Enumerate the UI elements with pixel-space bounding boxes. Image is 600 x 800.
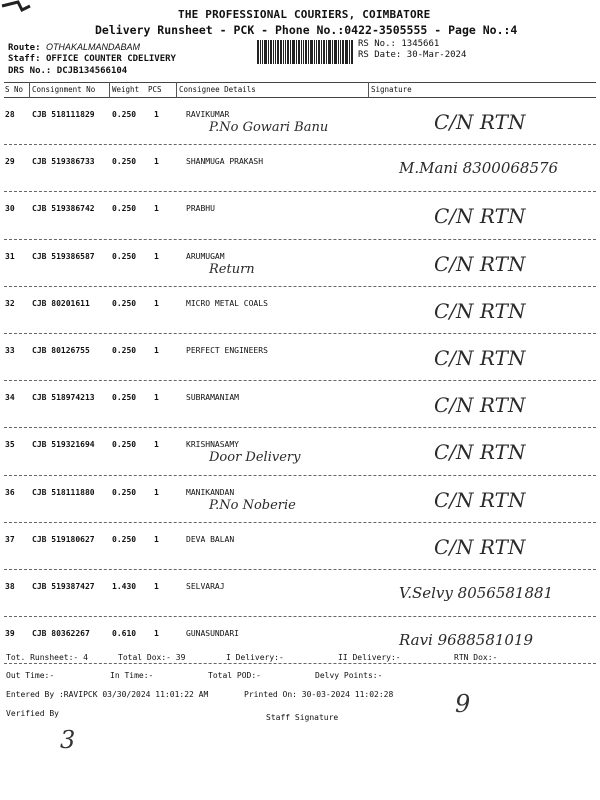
barcode-bar <box>318 40 320 64</box>
staff-label: Staff: <box>8 54 41 64</box>
barcode-bar <box>296 40 297 64</box>
in-time: In Time:- <box>110 671 154 680</box>
consignment-cell: CJB 518974213 <box>32 393 95 403</box>
pcs-cell: 1 <box>154 157 159 167</box>
out-time: Out Time:- <box>6 671 55 680</box>
consignee-cell: MANIKANDAN <box>186 487 235 497</box>
barcode-bar <box>260 40 261 64</box>
barcode-bar <box>345 40 348 64</box>
table-row <box>4 428 596 475</box>
consignment-cell: CJB 519387427 <box>32 581 95 591</box>
consignee-cell: KRISHNASAMY <box>186 440 239 450</box>
handwritten-signature: C/N RTN <box>434 534 526 559</box>
barcode-bar <box>349 40 350 64</box>
barcode-bar <box>332 40 333 64</box>
barcode-bar <box>275 40 276 64</box>
barcode-bar <box>342 40 344 64</box>
weight-cell: 0.250 <box>112 487 137 497</box>
drs-label: DRS No.: <box>8 66 52 76</box>
company-title: THE PROFESSIONAL COURIERS, COIMBATORE <box>178 8 431 21</box>
drs-line <box>8 66 127 76</box>
weight-cell: 1.430 <box>112 581 137 591</box>
consignment-cell: CJB 519386587 <box>32 251 95 261</box>
barcode-bar <box>298 40 300 64</box>
table-row <box>4 145 596 192</box>
consignment-cell: CJB 80126755 <box>32 345 90 355</box>
barcode-bar <box>270 40 272 64</box>
rs-date-line <box>358 50 466 60</box>
rs-date-value: 30-Mar-2024 <box>406 50 467 60</box>
rs-no-value: 1345661 <box>401 39 440 49</box>
verified-by-label: Verified By <box>6 709 59 718</box>
sno-cell: 30 <box>5 204 15 214</box>
barcode-bar <box>264 40 267 64</box>
pcs-cell: 1 <box>154 298 159 308</box>
handwritten-note: P.No Noberie <box>209 497 296 513</box>
verified-signature-mark: 3 <box>60 726 76 754</box>
barcode-bar <box>316 40 317 64</box>
pcs-cell: 1 <box>154 440 159 450</box>
header-weight: Weight <box>112 85 140 94</box>
consignment-cell: CJB 519386733 <box>32 157 95 167</box>
handwritten-note: P.No Gowari Banu <box>209 120 329 135</box>
barcode-bar <box>303 40 304 64</box>
sno-cell: 36 <box>5 487 15 497</box>
consignee-cell: MICRO METAL COALS <box>186 298 268 308</box>
barcode-bar <box>305 40 307 64</box>
route-line <box>8 42 140 53</box>
weight-cell: 0.610 <box>112 629 137 639</box>
consignment-cell: CJB 519180627 <box>32 534 95 544</box>
handwritten-signature: C/N RTN <box>434 251 526 276</box>
consignee-cell: DEVA BALAN <box>186 534 235 544</box>
table-row <box>4 617 596 664</box>
barcode-bar <box>314 40 315 64</box>
rs-date-label: RS Date: <box>358 50 402 60</box>
runsheet-table <box>4 82 596 664</box>
barcode <box>257 40 353 64</box>
sno-cell: 31 <box>5 251 15 261</box>
entered-by: Entered By :RAVIPCK 03/30/2024 11:01:22 AM <box>6 690 209 699</box>
drs-value: DCJB134566104 <box>56 66 128 76</box>
tot-runsheet: Tot. Runsheet:- 4 <box>6 653 88 662</box>
handwritten-note: Door Delivery <box>209 450 301 466</box>
sno-cell: 34 <box>5 393 15 403</box>
sno-cell: 38 <box>5 581 15 591</box>
handwritten-signature: C/N RTN <box>434 204 526 229</box>
pcs-cell: 1 <box>154 581 159 591</box>
handwritten-signature: C/N RTN <box>434 487 526 512</box>
consignment-cell: CJB 518111880 <box>32 487 95 497</box>
barcode-bar <box>326 40 327 64</box>
header-pcs: PCS <box>148 85 162 94</box>
table-row <box>4 570 596 617</box>
route-value: OTHAKALMANDABAM <box>45 42 140 52</box>
barcode-bar <box>280 40 283 64</box>
consignee-cell: SUBRAMANIAM <box>186 393 239 403</box>
consignment-cell: CJB 80201611 <box>32 298 90 308</box>
barcode-bar <box>257 40 259 64</box>
weight-cell: 0.250 <box>112 440 137 450</box>
weight-cell: 0.250 <box>112 157 137 167</box>
table-header-row <box>4 82 596 98</box>
table-row <box>4 381 596 428</box>
consignee-cell: ARUMUGAM <box>186 251 225 261</box>
ii-delivery: II Delivery:- <box>338 653 401 662</box>
header-sno: S No <box>5 85 24 94</box>
consignee-cell: PERFECT ENGINEERS <box>186 345 268 355</box>
table-row <box>4 98 596 145</box>
barcode-bar <box>262 40 263 64</box>
col-divider <box>368 82 369 98</box>
consignment-cell: CJB 519386742 <box>32 204 95 214</box>
handwritten-signature: C/N RTN <box>434 110 526 134</box>
col-divider <box>29 82 30 98</box>
barcode-bar <box>340 40 341 64</box>
col-divider <box>176 82 177 98</box>
table-row <box>4 476 596 523</box>
weight-cell: 0.250 <box>112 393 137 403</box>
table-row <box>4 334 596 381</box>
weight-cell: 0.250 <box>112 110 137 119</box>
barcode-bar <box>308 40 309 64</box>
handwritten-signature: C/N RTN <box>434 440 526 465</box>
pcs-cell: 1 <box>154 204 159 214</box>
staff-signature-mark: 9 <box>455 690 471 718</box>
barcode-bar <box>301 40 302 64</box>
pcs-cell: 1 <box>154 251 159 261</box>
table-row <box>4 240 596 287</box>
consignee-cell: RAVIKUMAR <box>186 110 230 119</box>
handwritten-signature: C/N RTN <box>434 345 526 370</box>
table-body <box>4 98 596 664</box>
header-signature: Signature <box>371 85 412 94</box>
header-consignment: Consignment No <box>32 85 96 94</box>
barcode-bar <box>283 40 284 64</box>
handwritten-signature: M.Mani 8300068576 <box>399 159 559 178</box>
pcs-cell: 1 <box>154 393 159 403</box>
consignee-cell: SHANMUGA PRAKASH <box>186 157 264 167</box>
sno-cell: 32 <box>5 298 15 308</box>
barcode-bar <box>292 40 295 64</box>
rs-no-label: RS No.: <box>358 39 396 49</box>
handwritten-signature: V.Selvy 8056581881 <box>399 583 554 602</box>
route-label: Route: <box>8 43 41 53</box>
barcode-bar <box>310 40 313 64</box>
consignment-cell: CJB 518111829 <box>32 110 95 119</box>
sno-cell: 35 <box>5 440 15 450</box>
consignee-cell: SELVARAJ <box>186 581 225 591</box>
weight-cell: 0.250 <box>112 204 137 214</box>
sno-cell: 29 <box>5 157 15 167</box>
staff-signature-label: Staff Signature <box>266 713 339 722</box>
consignee-cell: GUNASUNDARI <box>186 629 239 639</box>
barcode-bar <box>285 40 286 64</box>
handwritten-note: Return <box>209 261 255 277</box>
staff-value: OFFICE COUNTER CDELIVERY <box>45 54 176 64</box>
barcode-bar <box>334 40 335 64</box>
consignment-cell: CJB 80362267 <box>32 629 90 639</box>
weight-cell: 0.250 <box>112 298 137 308</box>
barcode-bar <box>351 40 353 64</box>
total-dox: Total Dox:- 39 <box>118 653 186 662</box>
barcode-bar <box>335 40 337 64</box>
barcode-bar <box>323 40 325 64</box>
total-pod: Total POD:- <box>208 671 261 680</box>
rtn-dox: RTN Dox:- <box>454 653 498 662</box>
barcode-bar <box>273 40 274 64</box>
sno-cell: 33 <box>5 345 15 355</box>
i-delivery: I Delivery:- <box>226 653 284 662</box>
header-consignee: Consignee Details <box>179 85 256 94</box>
rs-no-line <box>358 39 439 49</box>
barcode-bar <box>321 40 322 64</box>
table-row <box>4 192 596 239</box>
weight-cell: 0.250 <box>112 345 137 355</box>
consignment-cell: CJB 519321694 <box>32 440 95 450</box>
pcs-cell: 1 <box>154 110 159 119</box>
staff-line <box>8 54 176 64</box>
handwritten-signature: Ravi 9688581019 <box>399 631 534 650</box>
barcode-bar <box>290 40 291 64</box>
corner-smudge-mark <box>0 0 40 18</box>
weight-cell: 0.250 <box>112 251 137 261</box>
printed-on: Printed On: 30-03-2024 11:02:28 <box>244 690 394 699</box>
handwritten-signature: C/N RTN <box>434 298 526 323</box>
barcode-bar <box>287 40 289 64</box>
pcs-cell: 1 <box>154 345 159 355</box>
barcode-bar <box>268 40 269 64</box>
pcs-cell: 1 <box>154 629 159 639</box>
sno-cell: 28 <box>5 110 15 119</box>
delvy-points: Delvy Points:- <box>315 671 383 680</box>
sno-cell: 39 <box>5 629 15 639</box>
weight-cell: 0.250 <box>112 534 137 544</box>
table-row <box>4 523 596 570</box>
barcode-bar <box>328 40 331 64</box>
table-row <box>4 287 596 334</box>
sno-cell: 37 <box>5 534 15 544</box>
barcode-bar <box>338 40 339 64</box>
runsheet-subtitle: Delivery Runsheet - PCK - Phone No.:0422-3505555 - Page No.:4 <box>95 23 518 37</box>
handwritten-signature: C/N RTN <box>434 393 526 418</box>
pcs-cell: 1 <box>154 487 159 497</box>
barcode-bar <box>277 40 279 64</box>
consignee-cell: PRABHU <box>186 204 215 214</box>
pcs-cell: 1 <box>154 534 159 544</box>
col-divider <box>109 82 110 98</box>
